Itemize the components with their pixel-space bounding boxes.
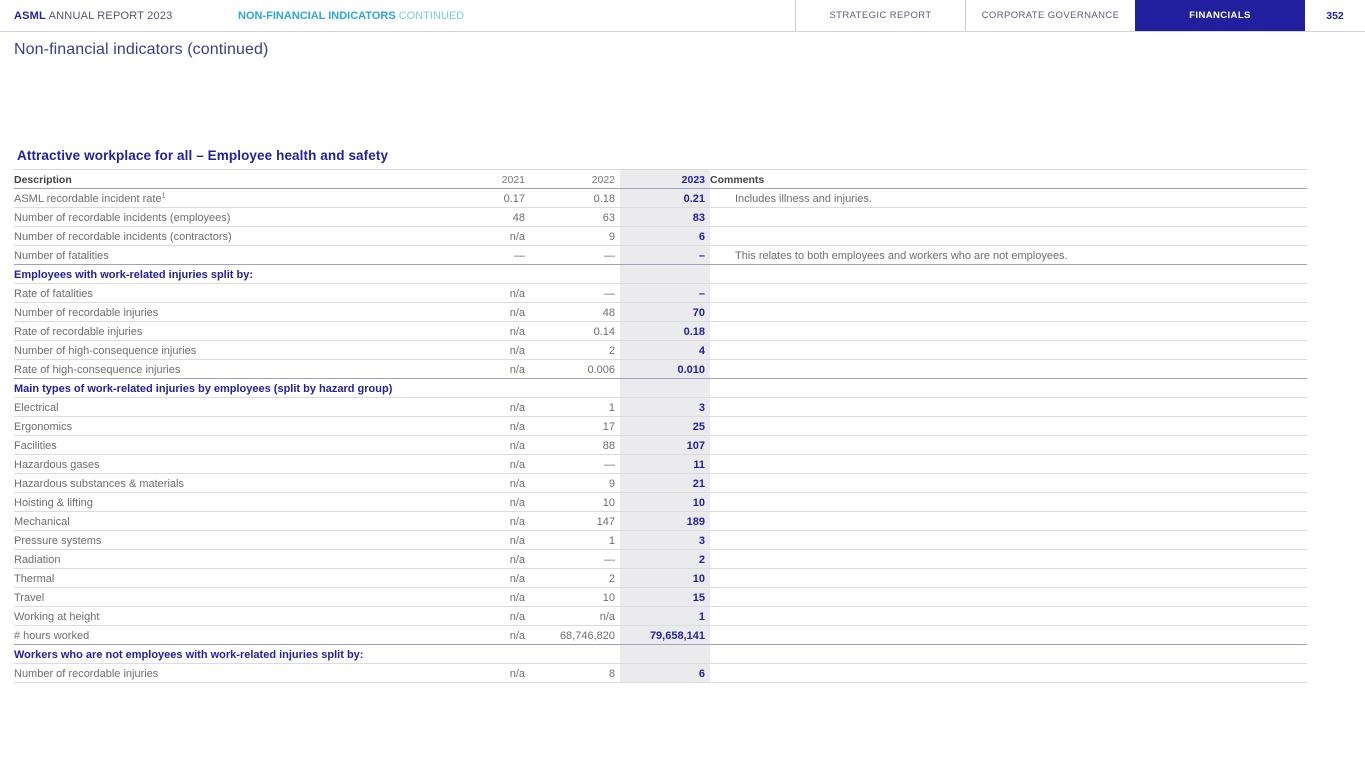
comment-cell [710,512,1307,531]
description-cell: Rate of high-consequence injuries [14,363,181,376]
comment-cell [710,208,1307,227]
value-2023: 3 [620,398,710,417]
value-2022: 10 [602,496,615,509]
value-2021: n/a [509,572,525,585]
value-2021: n/a [509,553,525,566]
description-cell: Radiation [14,553,61,566]
value-2023: 83 [620,208,710,227]
top-bar [0,0,1365,32]
page-number: 352 [1326,9,1344,22]
value-2022: 17 [602,420,615,433]
header-section-name: NON-FINANCIAL INDICATORS [238,10,396,22]
value-2021: n/a [509,534,525,547]
value-2021: n/a [509,363,525,376]
section-label: Workers who are not employees with work-related injuries split by: [14,648,364,661]
value-2023 [620,265,710,284]
description-cell: Number of recordable incidents (contractors) [14,230,232,243]
section-label: Main types of work-related injuries by employees (split by hazard group) [14,382,393,395]
comment-cell [710,474,1307,493]
description-cell: Thermal [14,572,55,585]
value-2021: n/a [509,344,525,357]
description-cell: ASML recordable incident rate$^1$ [14,191,166,205]
value-2021: — [514,249,525,262]
table-row [14,607,1307,626]
table-title: Attractive workplace for all – Employee health and safety [17,148,389,163]
health-safety-section [0,148,1365,683]
comment-cell [710,341,1307,360]
report-brand [0,0,172,31]
value-2023: 21 [620,474,710,493]
value-2023 [620,379,710,398]
value-2023: 189 [620,512,710,531]
comment-cell [710,607,1307,626]
value-2021: 0.17 [503,192,525,205]
value-2022: 48 [602,306,615,319]
description-cell: Number of recordable injuries [14,667,159,680]
description-cell: Number of fatalities [14,249,109,262]
value-2021: n/a [509,591,525,604]
description-cell: Rate of recordable injuries [14,325,143,338]
value-2023: 70 [620,303,710,322]
description-cell: Hazardous gases [14,458,100,471]
value-2022: 10 [602,591,615,604]
value-2021: n/a [509,477,525,490]
table-row [14,569,1307,588]
comment-cell [710,284,1307,303]
value-2021: n/a [509,306,525,319]
description-cell: Number of high-consequence injuries [14,344,197,357]
comment-cell [710,265,1307,284]
value-2021: n/a [509,496,525,509]
value-2022: 8 [608,667,615,680]
section-row [14,265,1307,284]
description-cell: Working at height [14,610,100,623]
value-2022: — [604,287,615,300]
description-cell: Ergonomics [14,420,73,433]
tab-corporate-governance[interactable]: CORPORATE GOVERNANCE [965,0,1135,31]
value-2023: – [620,246,710,265]
value-2021: n/a [509,610,525,623]
column-header-2021: 2021 [501,173,525,186]
table-row [14,664,1307,683]
value-2022: 2 [608,344,615,357]
value-2023: 25 [620,417,710,436]
table-header-row [14,170,1307,189]
column-header-2022: 2022 [591,173,615,186]
table-row [14,474,1307,493]
description-cell: Pressure systems [14,534,102,547]
table-row [14,398,1307,417]
value-2023: 6 [620,227,710,246]
brand-logo-text: ASML [14,9,46,22]
description-cell: Mechanical [14,515,70,528]
table-row [14,189,1307,208]
comment-cell [710,379,1307,398]
value-2022: 0.18 [593,192,615,205]
comment-cell [710,360,1307,379]
value-2022: — [604,249,615,262]
value-2022: 9 [608,230,615,243]
brand-report-label: ANNUAL REPORT 2023 [45,9,173,22]
value-2023: 1 [620,607,710,626]
value-2023: 6 [620,664,710,683]
value-2023: 2 [620,550,710,569]
comment-cell [710,417,1307,436]
comment-cell [710,531,1307,550]
comment-cell [710,645,1307,664]
description-cell: Number of recordable injuries [14,306,159,319]
description-cell: Travel [14,591,45,604]
value-2022: 68,746,820 [559,629,615,642]
value-2022: — [604,458,615,471]
value-2021: n/a [509,325,525,338]
value-2023: 0.010 [620,360,710,379]
value-2023: 10 [620,569,710,588]
value-2021: n/a [509,439,525,452]
comment-cell [710,455,1307,474]
value-2021: n/a [509,515,525,528]
value-2023: – [620,284,710,303]
table-row [14,208,1307,227]
comment-cell [710,493,1307,512]
header-section-label [238,0,464,32]
value-2022: 0.006 [587,363,615,376]
comment-cell [710,664,1307,683]
value-2021: n/a [509,420,525,433]
table-row [14,626,1307,645]
comment-cell: Includes illness and injuries. [735,192,872,205]
comment-cell [710,227,1307,246]
table-row [14,341,1307,360]
table-row [14,322,1307,341]
value-2023: 10 [620,493,710,512]
table-row [14,531,1307,550]
header-section-continued: CONTINUED [395,10,465,22]
value-2021: n/a [509,667,525,680]
table-row [14,284,1307,303]
table-row [14,360,1307,379]
value-2023: 79,658,141 [620,626,710,645]
value-2022: 147 [596,515,615,528]
table-row [14,227,1307,246]
value-2023: 11 [620,455,710,474]
value-2021: n/a [509,401,525,414]
value-2022: 1 [608,534,615,547]
section-label: Employees with work-related injuries split by: [14,268,254,281]
value-2022: 63 [602,211,615,224]
table-row [14,436,1307,455]
section-row [14,645,1307,664]
value-2023: 0.18 [620,322,710,341]
value-2021: n/a [509,230,525,243]
column-header-description: Description [14,173,72,186]
description-cell: Number of recordable incidents (employees) [14,211,231,224]
description-cell: Hoisting & lifting [14,496,93,509]
table-row [14,550,1307,569]
table-row [14,455,1307,474]
value-2023 [620,645,710,664]
value-2023: 107 [620,436,710,455]
description-cell: Facilities [14,439,57,452]
value-2021: n/a [509,458,525,471]
value-2022: 1 [608,401,615,414]
section-row [14,379,1307,398]
description-cell: Hazardous substances & materials [14,477,184,490]
comment-cell [710,436,1307,455]
value-2023: 0.21 [620,189,710,208]
table-row [14,588,1307,607]
health-safety-table [14,169,1307,683]
comment-cell [710,569,1307,588]
value-2021: 48 [512,211,525,224]
value-2023: 3 [620,531,710,550]
table-row [14,493,1307,512]
description-cell: Electrical [14,401,59,414]
comment-cell: This relates to both employees and workers who are not employees. [735,249,1068,262]
comment-cell [710,398,1307,417]
description-cell: # hours worked [14,629,90,642]
table-row [14,512,1307,531]
value-2021: n/a [509,287,525,300]
comment-cell [710,303,1307,322]
comment-cell [710,626,1307,645]
value-2021: n/a [509,629,525,642]
footnote-marker: 1 [161,191,166,199]
comment-cell [710,322,1307,341]
column-header-2023: 2023 [620,170,710,189]
tab-financials[interactable]: FINANCIALS [1135,0,1305,31]
tab-strategic-report[interactable]: STRATEGIC REPORT [795,0,965,31]
comment-cell [710,550,1307,569]
table-row [14,246,1307,265]
column-header-comments: Comments [710,173,765,186]
comment-cell [710,588,1307,607]
table-body [14,189,1307,683]
page-content [0,41,1365,683]
value-2022: 9 [608,477,615,490]
value-2022: 88 [602,439,615,452]
description-cell: Rate of fatalities [14,287,93,300]
page-title: Non-financial indicators (continued) [14,41,269,58]
table-row [14,417,1307,436]
table-row [14,303,1307,322]
value-2022: n/a [599,610,615,623]
value-2023: 4 [620,341,710,360]
value-2022: 0.14 [593,325,615,338]
value-2022: — [604,553,615,566]
value-2023: 15 [620,588,710,607]
value-2022: 2 [608,572,615,585]
report-tabs [795,0,1365,31]
